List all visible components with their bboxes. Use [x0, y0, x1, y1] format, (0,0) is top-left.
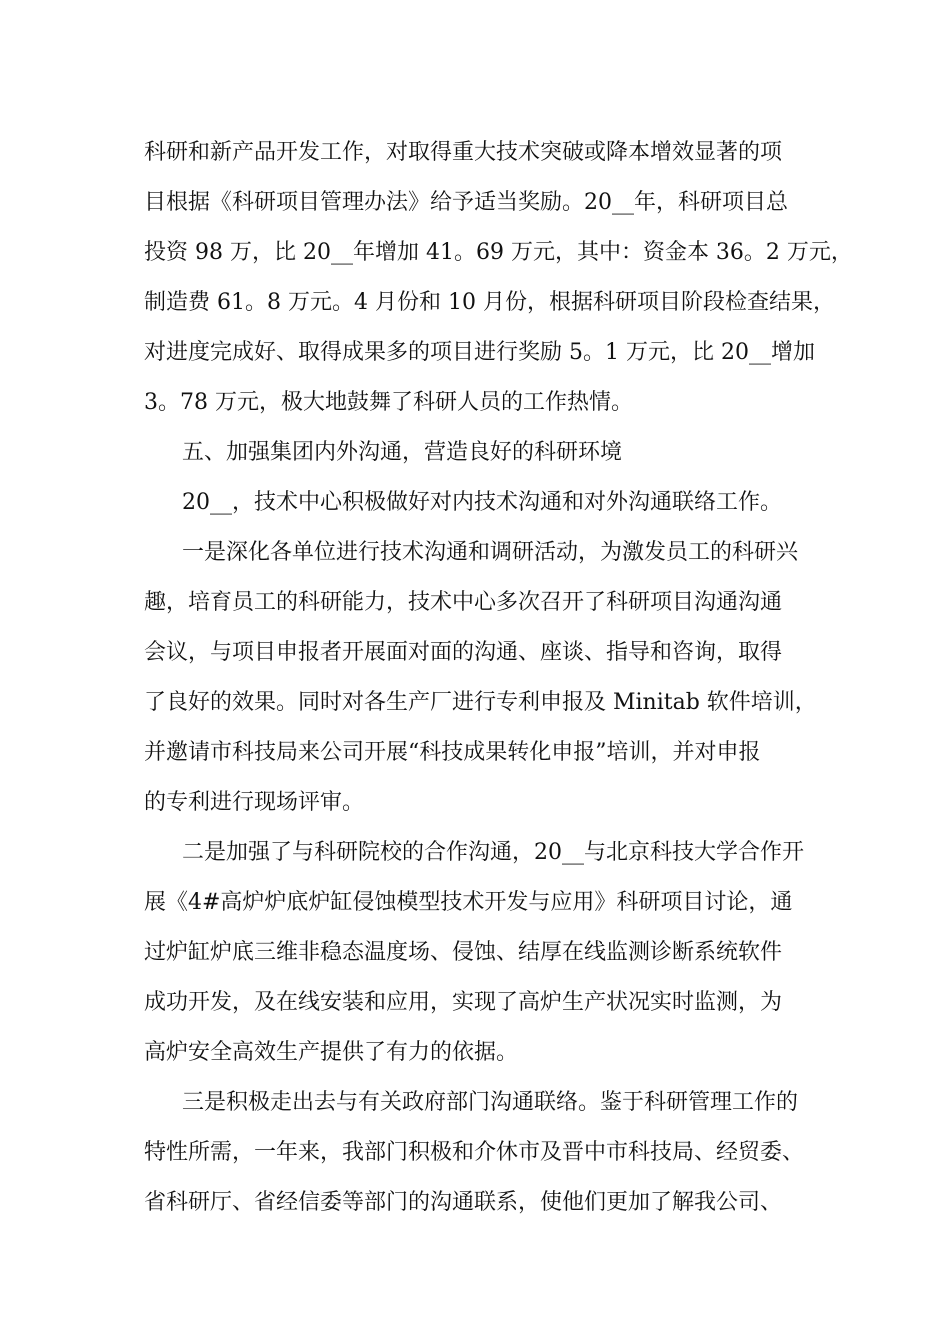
paragraph-point-two: [144, 828, 824, 1078]
text-line: 目根据《科研项目管理办法》给予适当奖励。20__年，科研项目总: [144, 190, 788, 215]
document-body: [144, 128, 853, 1228]
text-line: 二是加强了与科研院校的合作沟通，20__与北京科技大学合作开: [182, 840, 804, 865]
text-line: 特性所需，一年来，我部门积极和介休市及晋中市科技局、经贸委、: [144, 1140, 805, 1165]
text-line: 省科研厅、省经信委等部门的沟通联系，使他们更加了解我公司、: [144, 1190, 783, 1215]
text-line: 过炉缸炉底三维非稳态温度场、侵蚀、结厚在线监测诊断系统软件: [144, 940, 783, 965]
text-line: 高炉安全高效生产提供了有力的依据。: [144, 1040, 519, 1065]
text-line: 三是积极走出去与有关政府部门沟通联络。鉴于科研管理工作的: [182, 1090, 799, 1115]
text-line: 并邀请市科技局来公司开展“科技成果转化申报”培训，并对申报: [144, 740, 761, 765]
text-line: 趣，培育员工的科研能力，技术中心多次召开了科研项目沟通沟通: [144, 590, 783, 615]
text-line: 展《4#高炉炉底炉缸侵蚀模型技术开发与应用》科研项目讨论，通: [144, 890, 793, 915]
text-line: 20__，技术中心积极做好对内技术沟通和对外沟通联络工作。: [182, 490, 782, 515]
paragraph-intro: [144, 478, 824, 528]
section-heading-five: [144, 428, 824, 478]
text-line: 投资 98 万，比 20__年增加 41。69 万元，其中：资金本 36。2 万元，: [144, 240, 853, 265]
text-line: 3。78 万元，极大地鼓舞了科研人员的工作热情。: [144, 390, 633, 415]
text-line: 的专利进行现场评审。: [144, 790, 365, 815]
text-line: 了良好的效果。同时对各生产厂进行专利申报及 Minitab 软件培训，: [144, 690, 817, 715]
text-line: 会议，与项目申报者开展面对面的沟通、座谈、指导和咨询，取得: [144, 640, 783, 665]
text-line: 成功开发，及在线安装和应用，实现了高炉生产状况实时监测，为: [144, 990, 783, 1015]
paragraph-research-funding: [144, 128, 853, 428]
text-line: 制造费 61。8 万元。4 月份和 10 月份，根据科研项目阶段检查结果，: [144, 290, 835, 315]
text-line: 一是深化各单位进行技术沟通和调研活动，为激发员工的科研兴: [182, 540, 799, 565]
text-line: 五、加强集团内外沟通，营造良好的科研环境: [182, 440, 623, 465]
text-line: 科研和新产品开发工作，对取得重大技术突破或降本增效显著的项: [144, 140, 783, 165]
paragraph-point-three: [144, 1078, 824, 1228]
paragraph-point-one: [144, 528, 824, 828]
text-line: 对进度完成好、取得成果多的项目进行奖励 5。1 万元，比 20__增加: [144, 340, 815, 365]
